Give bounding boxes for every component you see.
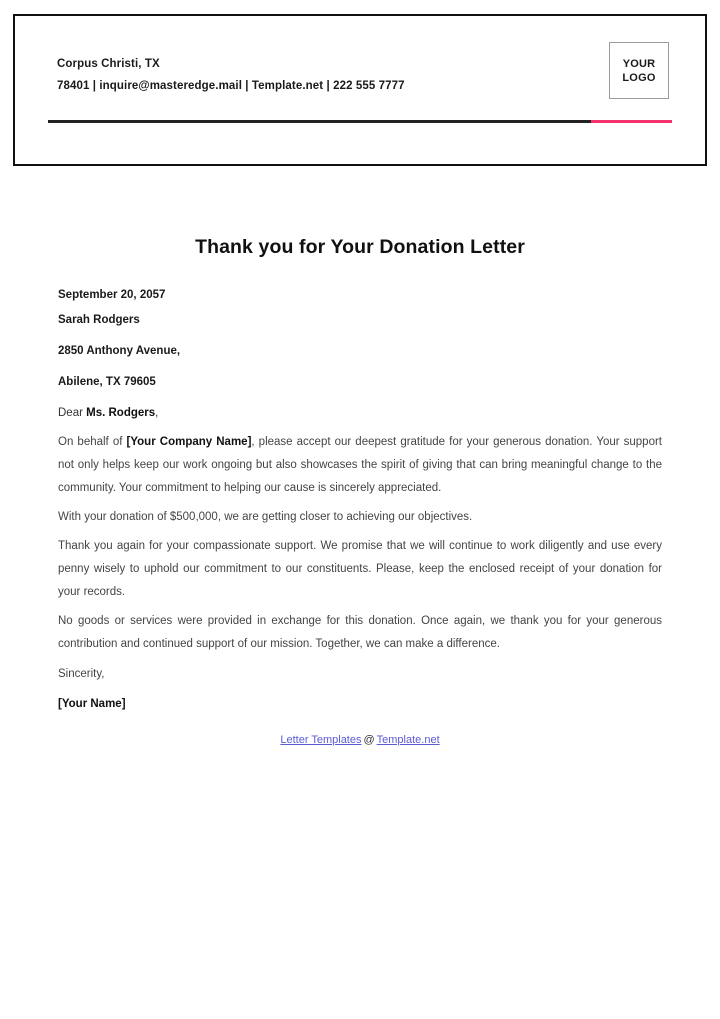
divider-accent-segment — [591, 120, 672, 123]
letterhead-block — [13, 14, 707, 166]
divider-dark-segment — [48, 120, 591, 123]
paragraph-3: Thank you again for your compassionate support. We promise that we will continue to work diligently and use every penny wisely to uphold our commitment to our constituents. Please, keep the enclosed receipt of your donation for your records. — [58, 540, 662, 598]
closing-line: Sincerity, — [58, 668, 105, 680]
recipient-city-state-zip: Abilene, TX 79605 — [58, 376, 156, 388]
footer-separator: @ — [363, 734, 375, 746]
salutation-suffix: , — [155, 407, 159, 419]
letter-templates-link[interactable]: Letter Templates — [280, 734, 362, 746]
salutation-prefix: Dear — [58, 407, 87, 419]
logo-placeholder[interactable] — [609, 42, 669, 99]
recipient-name: Sarah Rodgers — [58, 314, 140, 326]
company-name-placeholder: [Your Company Name] — [126, 436, 252, 448]
recipient-street: 2850 Anthony Avenue, — [58, 345, 181, 357]
header-divider — [48, 120, 672, 123]
salutation — [58, 402, 662, 425]
address-line-1: Corpus Christi, TX — [57, 58, 160, 70]
paragraph-1 — [58, 431, 662, 500]
logo-text-line-2: LOGO — [622, 71, 656, 84]
paragraph-1-prefix: On behalf of — [58, 436, 127, 448]
signature-placeholder: [Your Name] — [58, 698, 126, 710]
letter-date: September 20, 2057 — [58, 289, 166, 301]
letter-metadata — [58, 283, 662, 394]
paragraph-2: With your donation of $500,000, we are getting closer to achieving our objectives. — [58, 511, 473, 523]
address-line-2: 78401 | inquire@masteredge.mail | Template.net | 222 555 7777 — [57, 80, 405, 92]
company-address — [57, 54, 669, 96]
footer-credit — [58, 734, 662, 746]
salutation-name: Ms. Rodgers — [86, 407, 156, 419]
paragraph-4: No goods or services were provided in exchange for this donation. Once again, we thank you for your generous contribution and continued support of our mission. Together, we can make a difference. — [58, 615, 662, 650]
template-net-link[interactable]: Template.net — [376, 734, 440, 746]
logo-text-line-1: YOUR — [622, 57, 656, 70]
paragraph-1-rest: , please accept our deepest gratitude for your generous donation. Your support not only helps keep our work ongoing but also showcases the spirit of giving that can bring meaningful change to the community. Your commitment to helping our cause is sincerely appreciated. — [58, 436, 662, 494]
letter-body — [0, 166, 720, 746]
page-title: Thank you for Your Donation Letter — [195, 236, 525, 258]
